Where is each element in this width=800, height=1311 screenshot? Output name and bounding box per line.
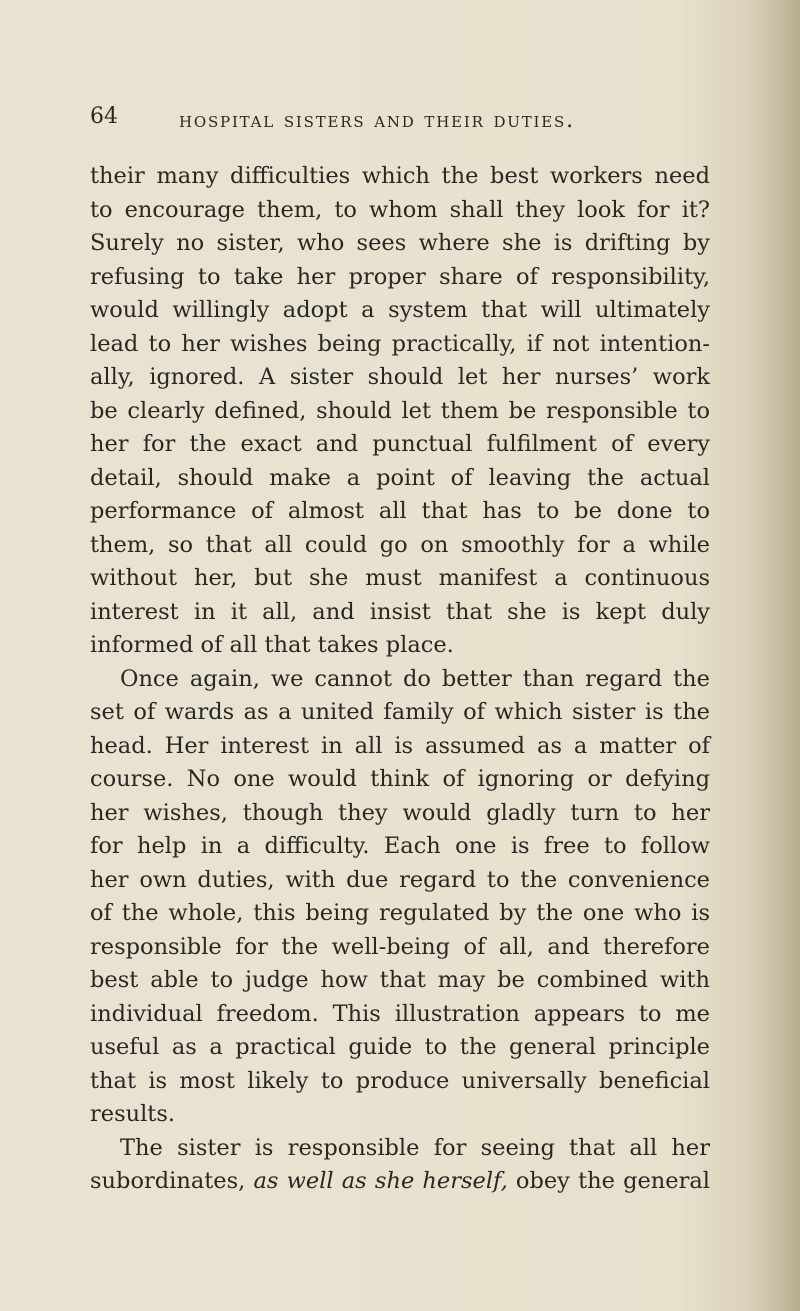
italic-phrase: as well as she herself, [253,1168,508,1194]
text-line: her own duties, with due regard to the convenience [90,866,710,893]
text-line: her wishes, though they would gladly turn to her [90,799,710,826]
text-line: their many difficulties which the best workers need [90,163,710,189]
text-line: Surely no sister, who sees where she is drifting by [90,230,710,256]
text-line: her for the exact and punctual fulfilment of every [90,431,710,457]
paragraph-start-line: The sister is responsible for seeing that all her [120,1134,710,1161]
body-text [90,160,710,1199]
text-line: would willingly adopt a system that will ultimately [90,297,710,323]
text-line: be clearly defined, should let them be responsible to [90,397,710,424]
running-title: hospital sisters and their duties. [179,108,575,133]
paragraph-start-line: Once again, we cannot do better than regard the [120,665,710,692]
text-line: best able to judge how that may be combined with [90,967,710,993]
page-header [90,104,710,140]
text-line: refusing to take her proper share of responsibility, [90,263,710,290]
text-line: individual freedom. This illustration appears to me [90,1000,710,1027]
final-line-end: obey the general [507,1168,710,1194]
text-line: course. No one would think of ignoring or defying [90,766,710,792]
text-line: ally, ignored. A sister should let her nurses’ work [90,364,710,390]
text-line: them, so that all could go on smoothly for a while [90,531,710,558]
text-line: for help in a difficulty. Each one is free to follow [90,833,710,859]
text-line: set of wards as a united family of which sister is the [90,699,710,725]
final-line-start: subordinates, [90,1168,254,1194]
text-line: interest in it all, and insist that she is kept duly [90,598,710,625]
text-line: without her, but she must manifest a continuous [90,565,710,591]
text-line: that is most likely to produce universally beneficial [90,1067,710,1094]
text-line: responsible for the well-being of all, and therefore [90,933,710,960]
text-line: informed of all that takes place. [90,632,454,658]
text-line: useful as a practical guide to the general principle [90,1034,710,1060]
text-line: head. Her interest in all is assumed as a matter of [90,732,710,759]
text-line: detail, should make a point of leaving the actual [90,464,710,491]
text-line: of the whole, this being regulated by the one who is [90,900,710,926]
text-line: results. [90,1101,176,1127]
page-number: 64 [90,104,118,129]
text-line: to encourage them, to whom shall they look for it? [90,196,710,223]
text-line: performance of almost all that has to be done to [90,498,710,524]
final-text-line [90,1165,710,1199]
text-line: lead to her wishes being practically, if not intention- [90,330,710,357]
